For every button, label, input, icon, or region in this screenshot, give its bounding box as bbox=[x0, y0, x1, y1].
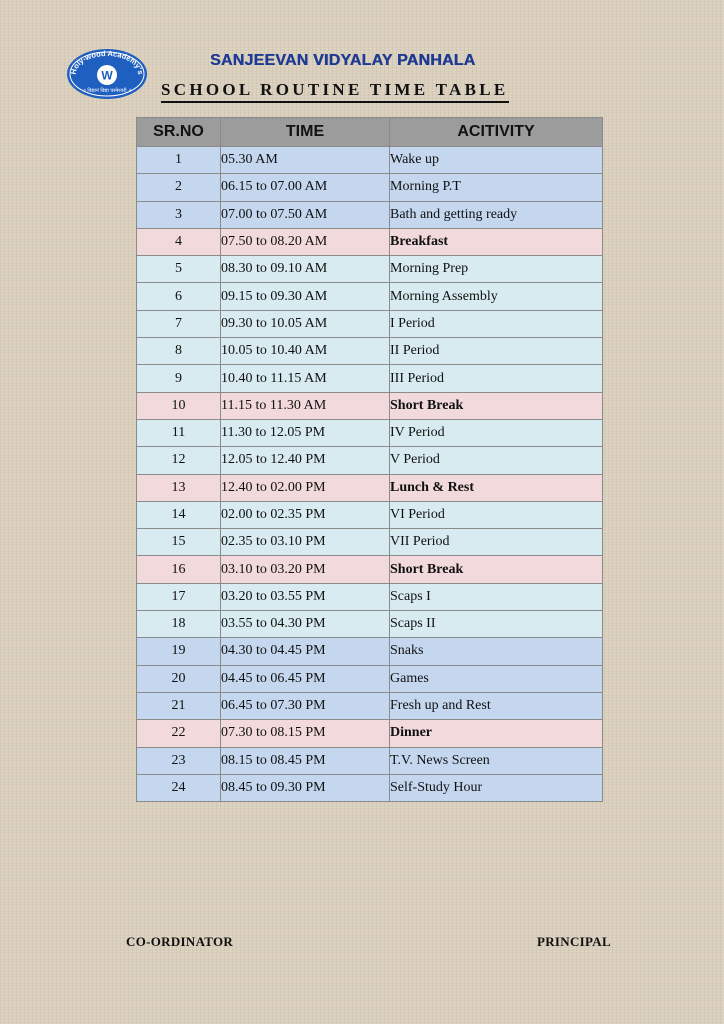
table-row bbox=[137, 501, 603, 528]
sr-no-cell: 20 bbox=[137, 665, 221, 692]
table-row bbox=[137, 720, 603, 747]
sr-no-cell: 22 bbox=[137, 720, 221, 747]
activity-cell: Short Break bbox=[390, 556, 603, 583]
activity-cell: T.V. News Screen bbox=[390, 747, 603, 774]
activity-cell: I Period bbox=[390, 310, 603, 337]
activity-cell: VI Period bbox=[390, 501, 603, 528]
document-title: SCHOOL ROUTINE TIME TABLE bbox=[161, 80, 509, 103]
time-cell: 10.40 to 11.15 AM bbox=[221, 365, 390, 392]
routine-table bbox=[136, 117, 603, 802]
time-cell: 04.45 to 06.45 PM bbox=[221, 665, 390, 692]
table-row bbox=[137, 774, 603, 801]
activity-cell: Scaps II bbox=[390, 611, 603, 638]
activity-cell: Games bbox=[390, 665, 603, 692]
sr-no-cell: 24 bbox=[137, 774, 221, 801]
sr-no-cell: 4 bbox=[137, 228, 221, 255]
table-row bbox=[137, 310, 603, 337]
activity-cell: Wake up bbox=[390, 147, 603, 174]
sr-no-cell: 8 bbox=[137, 338, 221, 365]
sr-no-cell: 19 bbox=[137, 638, 221, 665]
table-row bbox=[137, 147, 603, 174]
sr-no-cell: 9 bbox=[137, 365, 221, 392]
coordinator-signature-label: CO-ORDINATOR bbox=[126, 934, 234, 949]
activity-cell: Snaks bbox=[390, 638, 603, 665]
time-cell: 09.30 to 10.05 AM bbox=[221, 310, 390, 337]
sr-no-cell: 11 bbox=[137, 419, 221, 446]
table-row bbox=[137, 638, 603, 665]
activity-cell: Scaps I bbox=[390, 583, 603, 610]
table-row bbox=[137, 556, 603, 583]
table-row bbox=[137, 447, 603, 474]
table-row bbox=[137, 201, 603, 228]
time-cell: 07.50 to 08.20 AM bbox=[221, 228, 390, 255]
sr-no-cell: 7 bbox=[137, 310, 221, 337]
activity-cell: V Period bbox=[390, 447, 603, 474]
table-row bbox=[137, 611, 603, 638]
table-row bbox=[137, 665, 603, 692]
column-header-time: TIME bbox=[221, 118, 390, 147]
table-row bbox=[137, 228, 603, 255]
activity-cell: Short Break bbox=[390, 392, 603, 419]
column-header-activity: ACITIVITY bbox=[390, 118, 603, 147]
time-cell: 08.30 to 09.10 AM bbox=[221, 256, 390, 283]
activity-cell: VII Period bbox=[390, 529, 603, 556]
table-row bbox=[137, 583, 603, 610]
table-header-row bbox=[137, 118, 603, 147]
activity-cell: Fresh up and Rest bbox=[390, 692, 603, 719]
time-cell: 11.15 to 11.30 AM bbox=[221, 392, 390, 419]
activity-cell: Morning P.T bbox=[390, 174, 603, 201]
table-row bbox=[137, 338, 603, 365]
activity-cell: Morning Prep bbox=[390, 256, 603, 283]
table-row bbox=[137, 392, 603, 419]
table-row bbox=[137, 474, 603, 501]
table-row bbox=[137, 529, 603, 556]
sr-no-cell: 13 bbox=[137, 474, 221, 501]
principal-signature-label: PRINCIPAL bbox=[537, 934, 611, 949]
school-logo bbox=[66, 48, 148, 100]
sr-no-cell: 12 bbox=[137, 447, 221, 474]
sr-no-cell: 6 bbox=[137, 283, 221, 310]
sr-no-cell: 16 bbox=[137, 556, 221, 583]
activity-cell: IV Period bbox=[390, 419, 603, 446]
activity-cell: Morning Assembly bbox=[390, 283, 603, 310]
school-name: SANJEEVAN VIDYALAY PANHALA bbox=[210, 52, 476, 69]
table-row bbox=[137, 692, 603, 719]
table-row bbox=[137, 419, 603, 446]
time-cell: 11.30 to 12.05 PM bbox=[221, 419, 390, 446]
time-cell: 03.10 to 03.20 PM bbox=[221, 556, 390, 583]
logo-tagline: ॥ विद्यानं विद्या परमेश्वरी ॥ bbox=[82, 88, 132, 94]
sr-no-cell: 14 bbox=[137, 501, 221, 528]
time-cell: 06.15 to 07.00 AM bbox=[221, 174, 390, 201]
time-cell: 10.05 to 10.40 AM bbox=[221, 338, 390, 365]
table-body bbox=[137, 147, 603, 802]
time-cell: 03.20 to 03.55 PM bbox=[221, 583, 390, 610]
sr-no-cell: 3 bbox=[137, 201, 221, 228]
activity-cell: II Period bbox=[390, 338, 603, 365]
sr-no-cell: 18 bbox=[137, 611, 221, 638]
sr-no-cell: 2 bbox=[137, 174, 221, 201]
sr-no-cell: 23 bbox=[137, 747, 221, 774]
time-cell: 12.40 to 02.00 PM bbox=[221, 474, 390, 501]
sr-no-cell: 17 bbox=[137, 583, 221, 610]
sr-no-cell: 5 bbox=[137, 256, 221, 283]
logo-text: Holy-wood Academy's bbox=[68, 48, 146, 76]
sr-no-cell: 1 bbox=[137, 147, 221, 174]
table-row bbox=[137, 283, 603, 310]
table-row bbox=[137, 365, 603, 392]
sr-no-cell: 15 bbox=[137, 529, 221, 556]
table-row bbox=[137, 256, 603, 283]
logo-mark: W bbox=[101, 68, 113, 83]
time-cell: 12.05 to 12.40 PM bbox=[221, 447, 390, 474]
activity-cell: Lunch & Rest bbox=[390, 474, 603, 501]
time-cell: 08.45 to 09.30 PM bbox=[221, 774, 390, 801]
time-cell: 09.15 to 09.30 AM bbox=[221, 283, 390, 310]
activity-cell: III Period bbox=[390, 365, 603, 392]
time-cell: 05.30 AM bbox=[221, 147, 390, 174]
time-cell: 06.45 to 07.30 PM bbox=[221, 692, 390, 719]
table-row bbox=[137, 747, 603, 774]
column-header-sr-no: SR.NO bbox=[137, 118, 221, 147]
table-row bbox=[137, 174, 603, 201]
activity-cell: Self-Study Hour bbox=[390, 774, 603, 801]
sr-no-cell: 21 bbox=[137, 692, 221, 719]
activity-cell: Dinner bbox=[390, 720, 603, 747]
time-cell: 02.35 to 03.10 PM bbox=[221, 529, 390, 556]
time-cell: 08.15 to 08.45 PM bbox=[221, 747, 390, 774]
activity-cell: Breakfast bbox=[390, 228, 603, 255]
activity-cell: Bath and getting ready bbox=[390, 201, 603, 228]
sr-no-cell: 10 bbox=[137, 392, 221, 419]
time-cell: 03.55 to 04.30 PM bbox=[221, 611, 390, 638]
time-cell: 02.00 to 02.35 PM bbox=[221, 501, 390, 528]
time-cell: 07.00 to 07.50 AM bbox=[221, 201, 390, 228]
time-cell: 07.30 to 08.15 PM bbox=[221, 720, 390, 747]
time-cell: 04.30 to 04.45 PM bbox=[221, 638, 390, 665]
